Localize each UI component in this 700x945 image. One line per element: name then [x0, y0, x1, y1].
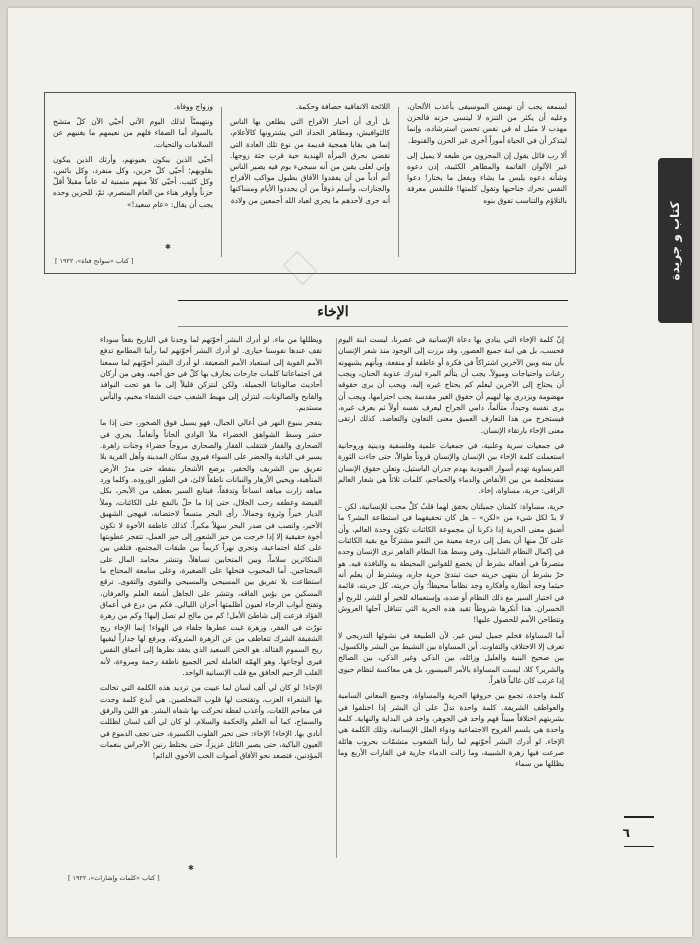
- page-number-rule: [624, 816, 654, 818]
- column-divider: [398, 107, 399, 257]
- excerpt-paragraph: لسمعه يجب أن نهمس الموسيقى بأعذب الألحان، وعليه أن يكثر من التنزه لا ليتسى حزنه فالحزن مهذب لا مثيل له في نفس تحسن استرشاده، وإنما ليتذكر أن في الحياة أموراً أخرى غير الحزن والقنوط.: [407, 102, 567, 145]
- excerpt-box: [44, 92, 576, 274]
- source-caption: [ كتاب «سوانح فتاة»، ١٩٢٢ ]: [55, 257, 134, 265]
- article-paragraph: الإخاء! لو كان لي ألف لسان لما عييت من ترديد هذه الكلمة التي تخالت بها الشعراء العزب، وتفتحت لها قلوب المخلصين. هي أبدع كلمة وجدت في معاجم اللغات، وأعذب لفظة تحركت بها شفاه البشر. هو اللين والرفق والسماح، كما أنه العلم والحكمة والسلام. لو كان لي ألف لسان لظللت أنادي بها. الإخاء! الإخاء: حتى تحير القلوب الكسيرة، حتى تجف الدموع في العيون الباكية، حتى يصير الثاثل عزيزاً، حتى يختلط رنين الأجراس بنغمات المؤذنين، فتصعد نحو الأفاق أصوات الحب الأخوي الدائم!: [100, 683, 322, 761]
- asterisk-mark: ✱: [165, 243, 171, 251]
- section-tab-label: كتاب و جريدة: [668, 201, 682, 280]
- article-title: الإخاء: [317, 304, 349, 320]
- excerpt-paragraph: بل أرى أن أحبار الأفراح التي يطلعن بها الناس كالثوافيش، ومظاهر الحداد التي يشترونها كالأعلام، إنما هي بقايا همجية قديمة من نوع تلك العادة التي تقضي بحرق المرأة الهندية حية قرب جثة زوجها. وإني لعلى يقين من أنه سيجيء يوم فيه يصير الناس أتم أدباً من أن يفقدوا الآفاق بطبول مواكب الأفراح والجنازات، وأسلم ذوقاً من أن يحددوا الأيام ومساكنها أنه جرى لأحدهم ما يجري لعباد الله أجمعين من ولادة: [230, 117, 390, 205]
- column-divider: [221, 107, 222, 257]
- excerpt-column-2: [230, 101, 390, 271]
- page-number-rule: [624, 846, 654, 847]
- article-paragraph: أما المساواة فحلم جميل ليس غير. لأن الطبيعة في نشوئها التدريجي لا تعرف إلا الاختلاف والتفاوت. أين المساواة بين النشيط من البشر والكسول، بين صحيح البنية والعليل وزائله، بين الذكي وغير الذكي، بين الصالح والشرير؟ كلا، ليست المساواة بالأمر الميسور، بل هي معاكسة لنظام حيوي إذا غرتب كان غالباً قاهراً.: [338, 630, 564, 685]
- magazine-page: [8, 8, 692, 937]
- article-paragraph: في جمعيات سرية وعلنية، في جمعيات علمية وفلسفية ودينية وروحانية استعملت كلمة الإخاء بين الإنسان والإنسان قروناً طوالاً، حتى جاءت الثورة الفرنساوية تهدم أسوار العبودية بهدم جدران الباستيل، وتعلن حقوق الإنسان مستخلصة من بين الأنقاض والدماء والجماجم، كلمات ثلاثاً هي شعار العالم الراقي: حرية، مساواة، إخاء.: [338, 441, 564, 496]
- article-paragraph: كلمة واحدة، تجمع بين حروفها الحرية والمساواة، وجميع المعاني السامية والعواطف الشريفة. كلمة واحدة تدلّ على أن البشر إذا اختلفوا في بشريتهم اختلافاً مبيناً فهم واحد في الجوهر، واحد في البداية والنهاية. كلمة واحدة هي بلسم القروح الاجتماعية ودواء العلل الإنسانية، وتلك الكلمة هي الإخاء. لو أدرك البشر أخوّتهم لما رأينا الشعوب متشمّات بحروب هائلة صرعت فيها زهرة الشبيبة، وما زالت الدماء جارية في القارات الأربع وما يظللها من سماء: [338, 691, 564, 769]
- excerpt-paragraph: اللائحة الاتفاقية حصافة وحكمة.: [295, 102, 390, 111]
- section-tab: [658, 158, 692, 323]
- article-paragraph: ويظللها من ماء. لو أدرك البشر أخوّتهم لما وجدنا في التاريخ بقعاً سوداء تقف عندها نفوسنا حيارى. لو أدرك البشر أخوّتهم لما رأينا المطامع تدفع الأمم القوية إلى استعباد الأمم الضعيفة. لو أدرك البشر أخوّتهم لما سمعنا في اجتماعاتنا كلمات جارحات يجارف بها كلّ في حق أخيه، وهي من أركان أحاديث صالوناتنا الجميلة. ولكن لنتزكن قليلاً إلى ما هو تحت النوافذ والقابح والصالونات، لنتزلن إلى مهبط الشعب حيث الشقاء مخيم، والبأس مستديم.: [100, 335, 322, 413]
- excerpt-paragraph: ألا رب قائل يقول إن المحزون من طبعه لا يميل إلى غير الألوان القاتمة والمظاهر الكئيبة، إذن دعوه وشأنه دعوه يلبس ما يشاء ويفعل ما يختار! دعوا النفس تحرك جناحيها وتقول كلمتها! فللنفس معرفة بالتلاؤم والتناسب تفوق بنوه: [407, 150, 567, 205]
- excerpt-paragraph: أحيّي الذين يبكون بعيونهم، وأرثك الذين يبكون بقلوبهم؛ أحيّي كلّ حزين، وكل منفرد، وكل بائس، وكل كئيب. أحيّي كلاً منهم متمنية له عاماً مقبلاً أقلّ حزناً وأوفر هناء من العام المنصرم، ثمّ، للحزين وحده يجب أن يقال: «عام سعيد!»: [53, 154, 213, 209]
- article-paragraph: حرية، مساواة: كلمتان جميلتان يحقق لهما قلبُ كلِّ محب للإنسانية، لكن – لا بدّ لكل شيء من «لكن» – هل كان تحقيقهما في استطاعة البشر؟ ما أضيق معنى الحرية إذا ذكرنا أن مجموعة الكائنات تكوّن وحدة العالم، وأن على كلّ منها أن يصل إلى درجة معينة من النمو مشتركاً مع بقية الكائنات في إكمال النظام الشامل. وفي وسط هذا النظام القاهر نرى الإنسان وحده متصرفاً في أفعاله بشرط أن يخضع للقوانين المحيطة به والنافذة فيه. هو حرّ بشرط أن ينتهي حريته حيث تبتدئ حرية جاره، ويشترط أن يعلم أنه حيثما وجه أنظاره وأفكاره وجد نظاماً محيطاً؛ وأن حريته، كل حريته، قائمة في اختيار السير مع ذلك النظام أو ضده، وإستعماله للخير أو للشر، للربح أو الخسران. هذا أنكرها شروطاً تقيد هذه الحرية التي تتناقل آجلها العروش وتتطاحن الأمم للحصول عليها!: [338, 501, 564, 625]
- article-column-left: [100, 334, 322, 874]
- article-paragraph: إنّ كلمة الإخاء التي ينادي بها دعاة الإنسانية في عصرنا، ليست ابنة اليوم فحسب، بل هي ابنة جميع العصور، وقد برزت إلى الوجود منذ شعر الإنسان بأن بينه وبين الآخرين اشتراكاً في فكرة أو عاطفة أو منفعة، وبأنهم يشبهونه رغبات واحتياجات وميولاً. يجب أن يتألم المرء ليدرك عذوبة الحنان، ويجب أن يحتاج إلى الآخرين ليعلم كم يحتاج غيره إليه، ويجب أن يرى حقوقه مهضومة ويزدري بها ليهيم أن حقوق الغير مقدسة يجب احترامها، ويجب أن يرى نفسه وحيداً، متألماً، دامي الجراح ليعرف نفسه أولاً ثم يعرف غيره، فيستخرج من هذا التعارف العميق معنى التعاون والتعاضد. كذلك ارتقى معنى الإخاء بارتقاء الإنسان.: [338, 335, 564, 435]
- article-paragraph: يتفجر ينبوع النهر في أعالي الجبال، فهو يسيل فوق الصخور، حتى إذا ما حشر وسط الشواهق الخضراء ملأ الوادي ألحاناً وأنغاماً. يجري في الصحاري والقفار فتتقلب القفار والصحاري مروجاً خضراء وجنات زاهرة. يسير في البادية والحضر على السواء فيروي سكان المدينة وأهل القرية بلا تفريق بين الشريف والحقير. يرضع الأشجار بنفطه حتى مدرّ الأرض المتأهبة، ويحيي الأزهار والنباتات ناطقاً لالئ، في الطور الوروده. وكلما ورد مياهه زارت مياهه انساعاً وتدفقاً، فيتابع السير بعطف من الأبحر، بكل القبضة وعطفه رحب الجلال، حتى إذا ما حلّ بالنفع على الكائنات، وملأ الديار خيراً وثروة وجمالاً، رأى البحر متسعاً لاحتضانه، فيهجي الشهيق الأخير، وانصب في صدر البحر سهلاً مكبراً. كذلك عاطفة الأخوة لا تكون أخوة حقيقية إلا إذا خرجت من حيز الشعور إلى حيز العمل، تتفجر عطوبتها على كتلة اجتماعية، وتجري نهراً كريماً بين طبقات المجتمع، فتلقي بين المتكاثرين سلاماً، وبين المتحابين تساهلاً، وتنشر محامد المال على المحتاجين. أما المحبوب فتحلها على الصغيرة، وعلى سامعة المحتاج ما استطاعت بلا تفريق بين المسيحي والمسيحي والتقوى والتقوى. ترقع المسكين من بؤس الفاقه، وتتشر على الجاهل أشعة العلم والعرفان، وتفتح أبواب الرجاء لعيون أظلمتها أحزان الليالي. فكم من درع في أعماق الفؤاد فزعت إلى شاطئ الأمل! كم من مالح لم تصل إليها! وكم من زهرة تورّث في الفقر، وزهرة غبت عطرها جلفاء في الهواء! إنما الإخاء ريح الشفيقة الشرك تتعاطف من عن الزهرة المتروكة، ويرفع لها جداراً ليقيها ريح السموم القتالة. هو الحنن السعيد الذي يفقد نظرها إلى أعماق النفس فيرى أوجاعها. وهو الهمّة العاملة لخير الجميع ناطقة رحمة ومروءة، لأنه القلب الرحيم الخافق مع قلب الإنسانية الواحد.: [100, 418, 322, 677]
- article-source-caption: [ كتاب «كلمات وإشارات»، ١٩٢٢ ]: [68, 874, 160, 882]
- asterisk-mark: ✱: [188, 864, 194, 872]
- column-divider: [336, 338, 337, 858]
- excerpt-paragraph: ونتهيمنّاً لذلك اليوم الآتي أحيّي الآن كلّ متشح بالسواد أما الصفاء فلهم من نعيمهم ما يغنيهم عن السلامات والتحيات.: [53, 117, 213, 149]
- title-rule-bottom: [178, 326, 568, 327]
- page-number: ٦: [622, 826, 630, 840]
- title-rule-top: [178, 300, 568, 301]
- excerpt-paragraph: وزواج ووفاة.: [173, 102, 213, 111]
- article-column-right: [338, 334, 564, 874]
- excerpt-column-3: [53, 101, 213, 271]
- excerpt-column-1: [407, 101, 567, 271]
